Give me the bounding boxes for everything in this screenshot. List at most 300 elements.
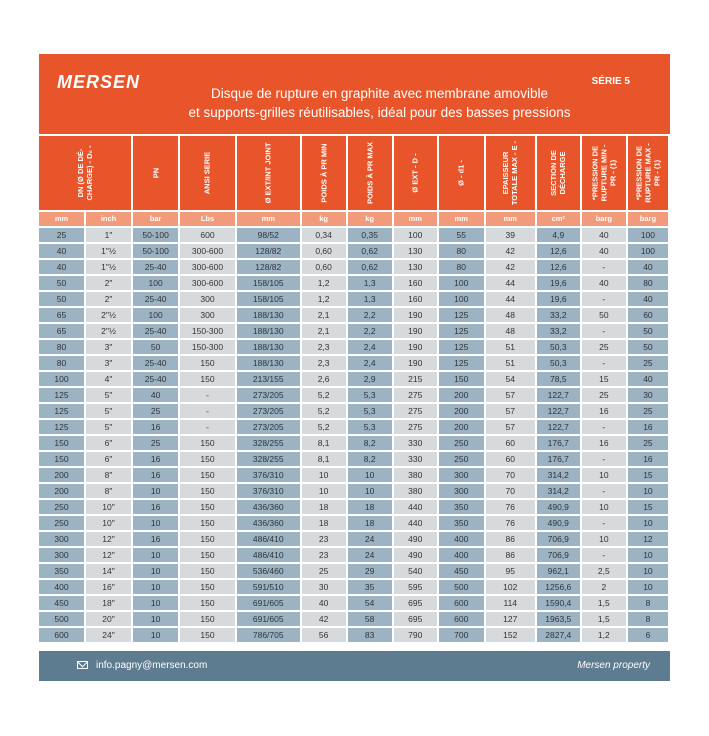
table-cell: 40	[39, 260, 84, 274]
table-cell: 150	[180, 628, 235, 642]
header-banner	[39, 54, 670, 134]
table-cell: 10	[302, 468, 346, 482]
table-cell: 40	[628, 260, 668, 274]
table-cell: 0,62	[348, 260, 392, 274]
table-cell: -	[582, 516, 626, 530]
table-cell: 150	[39, 436, 84, 450]
table-cell: 100	[39, 372, 84, 386]
table-cell: -	[180, 404, 235, 418]
table-cell: 57	[486, 420, 535, 434]
table-cell: 300-600	[180, 276, 235, 290]
unit-cell: mm	[394, 212, 437, 226]
datasheet	[39, 54, 670, 681]
column-header-label: ANSI SERIE	[202, 151, 212, 195]
table-cell: -	[582, 356, 626, 370]
table-cell: 490,9	[537, 516, 580, 530]
table-cell: 8,1	[302, 452, 346, 466]
table-cell: 10	[133, 580, 178, 594]
table-cell: 15	[628, 500, 668, 514]
table-cell: 16	[133, 500, 178, 514]
table-cell: 486/410	[237, 532, 300, 546]
table-cell: -	[582, 292, 626, 306]
table-cell: 8"	[86, 484, 131, 498]
table-cell: 215	[394, 372, 437, 386]
table-cell: 125	[39, 404, 84, 418]
table-cell: 150-300	[180, 324, 235, 338]
table-cell: 50	[39, 276, 84, 290]
table-cell: 190	[394, 324, 437, 338]
table-cell: 490	[394, 548, 437, 562]
table-cell: 380	[394, 484, 437, 498]
table-cell: 39	[486, 228, 535, 242]
units-row	[39, 212, 670, 226]
table-row	[39, 548, 670, 562]
table-cell: 150	[180, 484, 235, 498]
table-cell: 328/255	[237, 452, 300, 466]
table-cell: 10	[133, 628, 178, 642]
table-cell: 25-40	[133, 260, 178, 274]
table-cell: 50	[39, 292, 84, 306]
table-cell: 1256,6	[537, 580, 580, 594]
table-cell: 188/130	[237, 340, 300, 354]
table-cell: 50	[628, 324, 668, 338]
table-cell: 114	[486, 596, 535, 610]
table-row	[39, 404, 670, 418]
property-note: Mersen property	[577, 660, 650, 671]
series-label: SÉRIE 5	[591, 76, 630, 87]
table-row	[39, 612, 670, 626]
table-cell: 50-100	[133, 228, 178, 242]
table-cell: 29	[348, 564, 392, 578]
table-cell: 57	[486, 404, 535, 418]
table-cell: 128/82	[237, 244, 300, 258]
unit-cell: mm	[39, 212, 84, 226]
table-cell: 23	[302, 548, 346, 562]
table-cell: 0,60	[302, 260, 346, 274]
table-cell: 2	[582, 580, 626, 594]
table-cell: 2827,4	[537, 628, 580, 642]
table-cell: 16	[133, 452, 178, 466]
column-header	[582, 136, 626, 210]
table-cell: 20"	[86, 612, 131, 626]
table-cell: 2"	[86, 276, 131, 290]
table-cell: 58	[348, 612, 392, 626]
table-cell: 440	[394, 516, 437, 530]
table-cell: 436/360	[237, 516, 300, 530]
unit-cell: barg	[582, 212, 626, 226]
table-cell: 273/205	[237, 388, 300, 402]
table-cell: 86	[486, 532, 535, 546]
table-cell: 695	[394, 612, 437, 626]
table-cell: 2,4	[348, 340, 392, 354]
table-cell: 16	[133, 468, 178, 482]
table-cell: 2,3	[302, 340, 346, 354]
table-cell: 44	[486, 292, 535, 306]
unit-cell: kg	[302, 212, 346, 226]
table-cell: 70	[486, 468, 535, 482]
table-cell: 350	[39, 564, 84, 578]
table-cell: 0,60	[302, 244, 346, 258]
table-cell: 25	[133, 404, 178, 418]
table-cell: 10	[628, 580, 668, 594]
table-cell: 18	[302, 516, 346, 530]
table-cell: 42	[302, 612, 346, 626]
table-cell: 40	[39, 244, 84, 258]
table-cell: 130	[394, 244, 437, 258]
table-cell: 8	[628, 596, 668, 610]
table-cell: 15	[582, 372, 626, 386]
unit-cell: inch	[86, 212, 131, 226]
table-cell: 54	[348, 596, 392, 610]
table-cell: 706,9	[537, 548, 580, 562]
table-cell: 10	[582, 468, 626, 482]
table-cell: 125	[39, 420, 84, 434]
table-cell: 600	[439, 612, 484, 626]
table-cell: 188/130	[237, 324, 300, 338]
table-cell: 40	[582, 244, 626, 258]
table-row	[39, 308, 670, 322]
table-cell: 695	[394, 596, 437, 610]
table-cell: 6	[628, 628, 668, 642]
table-cell: 500	[39, 612, 84, 626]
table-cell: 150	[180, 436, 235, 450]
table-cell: 100	[394, 228, 437, 242]
table-cell: 2,2	[348, 324, 392, 338]
table-cell: 150	[39, 452, 84, 466]
table-cell: -	[582, 452, 626, 466]
table-cell: 10	[133, 516, 178, 530]
table-cell: 25	[39, 228, 84, 242]
table-row	[39, 292, 670, 306]
table-cell: 250	[39, 500, 84, 514]
table-cell: 51	[486, 340, 535, 354]
table-cell: 300-600	[180, 244, 235, 258]
table-cell: 10	[302, 484, 346, 498]
table-cell: 2,4	[348, 356, 392, 370]
table-cell: 790	[394, 628, 437, 642]
table-cell: 500	[439, 580, 484, 594]
table-cell: 591/510	[237, 580, 300, 594]
table-cell: 12,6	[537, 244, 580, 258]
table-cell: 19,6	[537, 276, 580, 290]
table-row	[39, 260, 670, 274]
table-cell: 1,2	[582, 628, 626, 642]
table-body	[39, 228, 670, 644]
table-header	[39, 136, 670, 210]
mersen-logo: MERSEN	[57, 72, 141, 92]
table-cell: 5,3	[348, 420, 392, 434]
table-cell: 8,2	[348, 436, 392, 450]
table-cell: 18	[348, 500, 392, 514]
table-cell: 42	[486, 260, 535, 274]
table-cell: -	[582, 420, 626, 434]
table-cell: 16	[628, 420, 668, 434]
table-cell: 18	[302, 500, 346, 514]
table-cell: -	[582, 484, 626, 498]
column-header-label: *PRESSION DE RUPTURE MAX - PR - (1)	[634, 143, 662, 203]
column-header	[537, 136, 580, 210]
table-cell: 50	[582, 308, 626, 322]
table-row	[39, 452, 670, 466]
table-cell: 3"	[86, 356, 131, 370]
table-cell: 33,2	[537, 308, 580, 322]
table-cell: 300-600	[180, 260, 235, 274]
table-cell: 122,7	[537, 388, 580, 402]
table-cell: 376/310	[237, 468, 300, 482]
table-cell: 8"	[86, 468, 131, 482]
column-header	[439, 136, 484, 210]
table-cell: 275	[394, 388, 437, 402]
table-cell: 190	[394, 356, 437, 370]
table-cell: 25	[628, 356, 668, 370]
table-cell: 55	[439, 228, 484, 242]
table-cell: 10	[628, 548, 668, 562]
table-cell: 50,3	[537, 340, 580, 354]
column-header-label: Ø - d1 -	[456, 160, 466, 186]
table-cell: 10	[582, 500, 626, 514]
table-cell: 314,2	[537, 468, 580, 482]
table-cell: 4"	[86, 372, 131, 386]
table-cell: 16	[582, 404, 626, 418]
table-cell: 176,7	[537, 436, 580, 450]
table-cell: 2"	[86, 292, 131, 306]
table-cell: 50	[133, 340, 178, 354]
table-row	[39, 324, 670, 338]
table-cell: 80	[39, 356, 84, 370]
column-header-label: PN	[151, 167, 161, 179]
table-cell: 100	[628, 244, 668, 258]
table-cell: 330	[394, 452, 437, 466]
table-cell: 76	[486, 500, 535, 514]
table-cell: 16	[133, 420, 178, 434]
table-cell: 76	[486, 516, 535, 530]
table-cell: 200	[439, 388, 484, 402]
table-cell: 25-40	[133, 356, 178, 370]
table-cell: 2,5	[582, 564, 626, 578]
table-cell: 376/310	[237, 484, 300, 498]
table-cell: 42	[486, 244, 535, 258]
table-cell: 786/705	[237, 628, 300, 642]
table-cell: 5"	[86, 420, 131, 434]
table-cell: 78,5	[537, 372, 580, 386]
column-header-label: Ø EXT - D -	[410, 153, 420, 193]
table-cell: 128/82	[237, 260, 300, 274]
table-cell: 18	[348, 516, 392, 530]
table-cell: 300	[180, 292, 235, 306]
column-header	[133, 136, 178, 210]
unit-cell: mm	[486, 212, 535, 226]
table-cell: 86	[486, 548, 535, 562]
table-cell: 54	[486, 372, 535, 386]
table-cell: 15	[628, 468, 668, 482]
table-cell: 100	[439, 276, 484, 290]
table-cell: 50,3	[537, 356, 580, 370]
table-cell: 16	[628, 452, 668, 466]
table-cell: 150	[180, 500, 235, 514]
table-cell: 150	[180, 452, 235, 466]
unit-cell: barg	[628, 212, 668, 226]
table-cell: 122,7	[537, 404, 580, 418]
table-cell: 536/460	[237, 564, 300, 578]
table-cell: 100	[439, 292, 484, 306]
column-header	[628, 136, 668, 210]
table-cell: 486/410	[237, 548, 300, 562]
table-cell: 8,2	[348, 452, 392, 466]
table-row	[39, 564, 670, 578]
table-cell: 30	[628, 388, 668, 402]
table-cell: 150	[180, 516, 235, 530]
table-cell: 10	[133, 548, 178, 562]
table-cell: 300	[439, 468, 484, 482]
table-cell: 150	[180, 612, 235, 626]
table-row	[39, 244, 670, 258]
column-header-label: Ø EXT/INT JOINT	[263, 142, 273, 204]
table-cell: 19,6	[537, 292, 580, 306]
column-header-label: POIDS À PR MIN	[319, 143, 329, 203]
table-cell: 1963,5	[537, 612, 580, 626]
table-row	[39, 356, 670, 370]
table-cell: 1"½	[86, 260, 131, 274]
table-cell: 56	[302, 628, 346, 642]
table-cell: 12"	[86, 532, 131, 546]
table-cell: 50-100	[133, 244, 178, 258]
table-cell: 595	[394, 580, 437, 594]
table-cell: 40	[628, 372, 668, 386]
table-row	[39, 628, 670, 642]
table-cell: 150	[180, 468, 235, 482]
table-cell: 25-40	[133, 372, 178, 386]
table-cell: 100	[133, 276, 178, 290]
table-cell: 25	[628, 436, 668, 450]
column-header-label: DN (Ø DE DÉ-CHARGE) - D₀ -	[76, 145, 95, 201]
table-cell: 122,7	[537, 420, 580, 434]
table-cell: 18"	[86, 596, 131, 610]
contact-email[interactable]: info.pagny@mersen.com	[96, 660, 208, 671]
table-cell: 8	[628, 612, 668, 626]
footer-bar	[39, 651, 670, 681]
table-cell: 150	[180, 580, 235, 594]
table-row	[39, 484, 670, 498]
table-cell: 400	[439, 548, 484, 562]
table-cell: 24	[348, 548, 392, 562]
table-cell: 5,2	[302, 404, 346, 418]
table-cell: 5,3	[348, 404, 392, 418]
table-cell: 450	[439, 564, 484, 578]
table-cell: 200	[39, 468, 84, 482]
table-row	[39, 580, 670, 594]
table-cell: 23	[302, 532, 346, 546]
table-cell: 3"	[86, 340, 131, 354]
table-cell: 10	[133, 484, 178, 498]
table-cell: 150	[180, 532, 235, 546]
table-cell: 1,5	[582, 596, 626, 610]
table-cell: 125	[39, 388, 84, 402]
table-cell: 60	[486, 452, 535, 466]
table-cell: 300	[439, 484, 484, 498]
table-cell: -	[180, 388, 235, 402]
table-cell: 25-40	[133, 292, 178, 306]
column-header-label: EPAISSEUR TOTALE MAX - E -	[501, 140, 520, 206]
table-cell: 130	[394, 260, 437, 274]
column-header	[39, 136, 131, 210]
table-cell: 8,1	[302, 436, 346, 450]
table-cell: 273/205	[237, 404, 300, 418]
table-cell: 250	[439, 436, 484, 450]
table-cell: 83	[348, 628, 392, 642]
table-row	[39, 468, 670, 482]
column-header	[302, 136, 346, 210]
table-cell: 25	[133, 436, 178, 450]
table-row	[39, 436, 670, 450]
table-cell: 190	[394, 308, 437, 322]
column-header-label: SECTION DE DÉCHARGE	[549, 150, 568, 196]
table-cell: 152	[486, 628, 535, 642]
table-cell: 150	[180, 356, 235, 370]
table-cell: 40	[133, 388, 178, 402]
table-cell: 328/255	[237, 436, 300, 450]
table-cell: 0,34	[302, 228, 346, 242]
table-cell: 300	[39, 548, 84, 562]
table-cell: 213/155	[237, 372, 300, 386]
table-cell: 80	[39, 340, 84, 354]
table-cell: 70	[486, 484, 535, 498]
table-cell: 10	[628, 484, 668, 498]
table-row	[39, 596, 670, 610]
table-cell: 200	[39, 484, 84, 498]
table-cell: 10	[348, 468, 392, 482]
unit-cell: mm	[439, 212, 484, 226]
table-row	[39, 500, 670, 514]
table-cell: 2,1	[302, 324, 346, 338]
table-cell: 125	[439, 356, 484, 370]
table-cell: 380	[394, 468, 437, 482]
table-cell: 48	[486, 308, 535, 322]
table-cell: 14"	[86, 564, 131, 578]
table-row	[39, 372, 670, 386]
table-cell: 2,3	[302, 356, 346, 370]
column-header	[348, 136, 392, 210]
table-cell: 125	[439, 324, 484, 338]
table-cell: 60	[486, 436, 535, 450]
table-cell: 2,6	[302, 372, 346, 386]
table-cell: 10	[628, 516, 668, 530]
table-cell: 1,2	[302, 276, 346, 290]
table-row	[39, 340, 670, 354]
table-cell: 44	[486, 276, 535, 290]
table-cell: 188/130	[237, 308, 300, 322]
table-cell: 600	[39, 628, 84, 642]
table-cell: 10	[348, 484, 392, 498]
table-cell: 450	[39, 596, 84, 610]
table-cell: 12"	[86, 548, 131, 562]
table-cell: 250	[39, 516, 84, 530]
table-cell: 400	[39, 580, 84, 594]
table-cell: 33,2	[537, 324, 580, 338]
table-cell: 300	[180, 308, 235, 322]
table-cell: 25	[582, 340, 626, 354]
table-cell: 48	[486, 324, 535, 338]
table-cell: 1"½	[86, 244, 131, 258]
table-cell: 6"	[86, 436, 131, 450]
table-cell: 1,2	[302, 292, 346, 306]
table-cell: 12,6	[537, 260, 580, 274]
table-cell: 250	[439, 452, 484, 466]
table-cell: 1,3	[348, 276, 392, 290]
table-cell: -	[582, 324, 626, 338]
table-cell: 490	[394, 532, 437, 546]
page-title	[129, 84, 630, 122]
unit-cell: kg	[348, 212, 392, 226]
